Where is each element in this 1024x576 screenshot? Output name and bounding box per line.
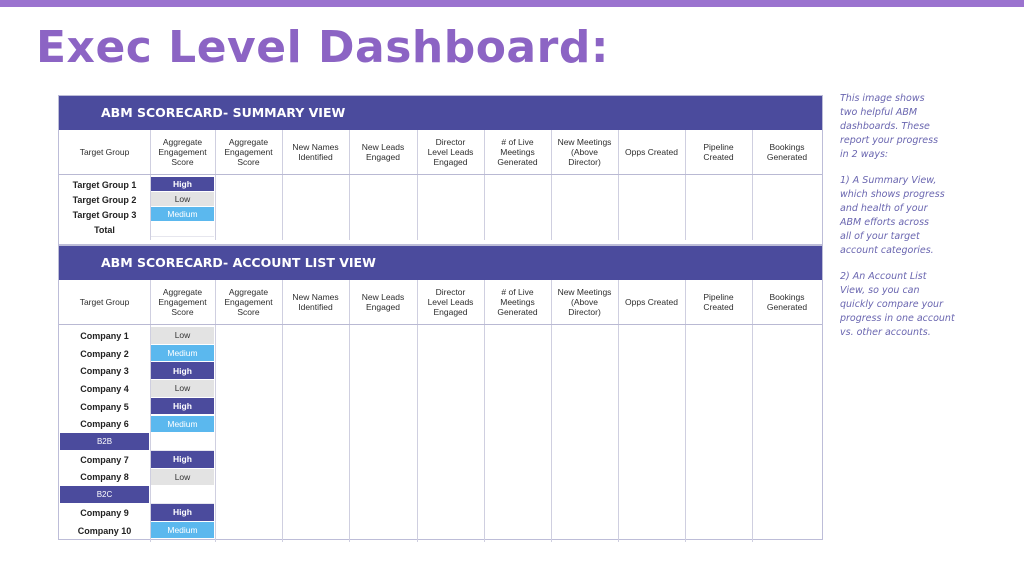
account-engagement-score-badge: [151, 433, 214, 451]
summary-column-header: New Leads Engaged: [361, 142, 405, 162]
account-row-label: Company 8: [80, 472, 129, 483]
account-engagement-score-badge: High: [151, 398, 214, 416]
account-row-label: Company 2: [80, 348, 129, 359]
summary-engagement-score-badge: High: [151, 177, 214, 192]
account-row-label: Company 9: [80, 507, 129, 518]
account-column-header: # of Live Meetings Generated: [497, 287, 538, 317]
summary-engagement-score-badge: Low: [151, 192, 214, 207]
summary-column-header: New Meetings (Above Director): [557, 137, 612, 167]
top-accent-bar: [0, 0, 1024, 7]
account-engagement-score-badge: Medium: [151, 416, 214, 434]
summary-column-header: Opps Created: [625, 147, 678, 157]
summary-row-label: Target Group 3: [72, 209, 137, 220]
account-engagement-score-badge: Medium: [151, 522, 214, 540]
account-list-grid: [59, 280, 822, 542]
account-row-label: Company 10: [77, 525, 132, 536]
summary-engagement-score-badge: Medium: [151, 207, 214, 222]
account-column-header: Target Group: [79, 297, 130, 307]
summary-grid: [59, 130, 822, 240]
account-section-label: B2C: [60, 486, 149, 503]
side-note-intro: This image shows two helpful ABM dashboards. These report your progress in 2 ways:: [840, 93, 939, 160]
summary-engagement-score-badge: [151, 222, 214, 237]
account-row-label: Company 6: [80, 419, 129, 430]
account-row-label: Company 7: [80, 454, 129, 465]
account-column-header: Bookings Generated: [766, 292, 808, 312]
summary-column-header: Director Level Leads Engaged: [427, 137, 474, 167]
account-row-label: Company 4: [80, 383, 129, 394]
side-note: [840, 92, 980, 352]
summary-column-header: Aggregate Engagement Score: [224, 137, 273, 167]
side-note-point-1: 1) A Summary View, which shows progress and health of your ABM efforts across all of your target account categories.: [840, 175, 945, 256]
summary-header-divider: [59, 174, 822, 175]
slide-title: Exec Level Dashboard:: [36, 22, 609, 73]
account-column-header: Pipeline Created: [703, 292, 734, 312]
account-engagement-score-badge: Low: [151, 327, 214, 345]
account-column-header: Aggregate Engagement Score: [224, 287, 273, 317]
account-engagement-score-badge: High: [151, 504, 214, 522]
account-engagement-score-badge: High: [151, 362, 214, 380]
summary-column-header: Bookings Generated: [766, 142, 808, 162]
account-header-divider: [59, 324, 822, 325]
account-engagement-score-badge: [151, 486, 214, 504]
account-section-label: B2B: [60, 433, 149, 450]
account-column-header: New Meetings (Above Director): [557, 287, 612, 317]
summary-row-label: Target Group 1: [72, 179, 137, 190]
account-column-header: New Leads Engaged: [361, 292, 405, 312]
summary-column-header: # of Live Meetings Generated: [497, 137, 538, 167]
summary-row-label: Target Group 2: [72, 194, 137, 205]
account-column-header: New Names Identified: [292, 292, 339, 312]
account-engagement-score-badge: Low: [151, 380, 214, 398]
account-list-scorecard-title: ABM SCORECARD- ACCOUNT LIST VIEW: [59, 246, 822, 280]
summary-column-header: Target Group: [79, 147, 130, 157]
account-column-header: Opps Created: [625, 297, 678, 307]
summary-column-header: New Names Identified: [292, 142, 339, 162]
side-note-point-2: 2) An Account List View, so you can quickly compare your progress in one account vs. other accounts.: [840, 271, 955, 338]
summary-column-header: Pipeline Created: [703, 142, 734, 162]
account-row-label: Company 5: [80, 401, 129, 412]
account-engagement-score-badge: Low: [151, 469, 214, 487]
summary-scorecard: [58, 95, 823, 245]
summary-scorecard-title: ABM SCORECARD- SUMMARY VIEW: [59, 96, 822, 130]
account-row-label: Company 1: [80, 330, 129, 341]
account-column-header: Director Level Leads Engaged: [427, 287, 474, 317]
account-list-scorecard: [58, 245, 823, 540]
account-column-header: Aggregate Engagement Score: [158, 287, 207, 317]
summary-column-header: Aggregate Engagement Score: [158, 137, 207, 167]
account-row-label: Company 3: [80, 366, 129, 377]
account-engagement-score-badge: Medium: [151, 345, 214, 363]
summary-row-label: Total: [94, 224, 115, 235]
account-engagement-score-badge: High: [151, 451, 214, 469]
